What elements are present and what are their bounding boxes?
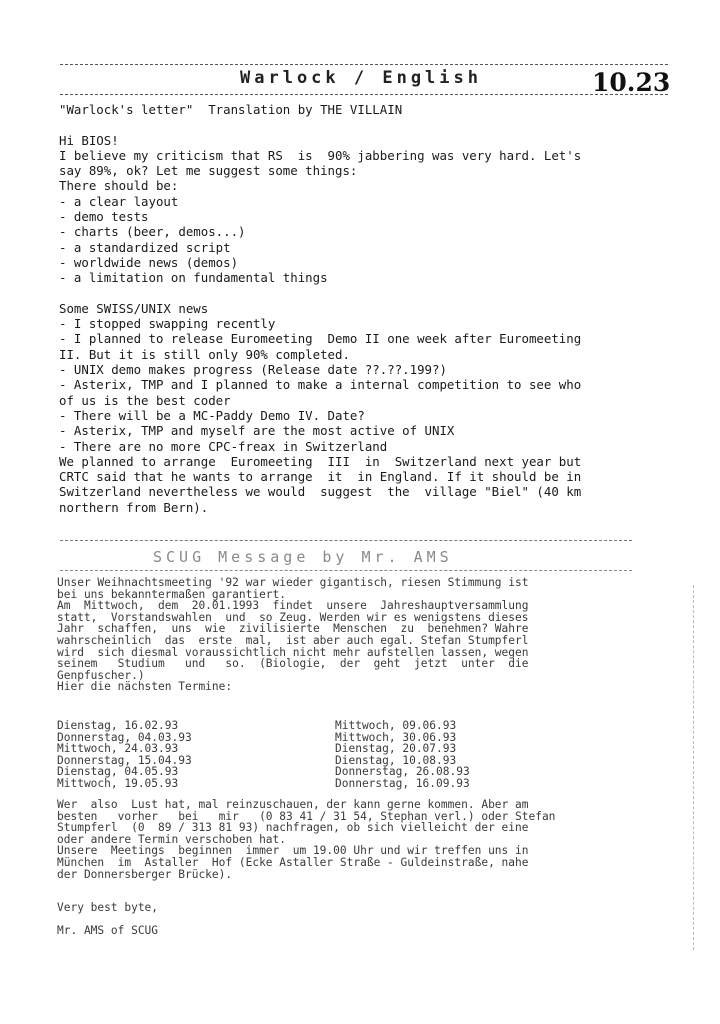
text-line: oder andere Termin verschoben hat. (57, 832, 287, 846)
text-line: - a clear layout (59, 193, 179, 209)
dates-left-column (57, 720, 192, 790)
text-line: - There are no more CPC-freax in Switzerland (59, 438, 388, 454)
scug-bottom-rule (60, 570, 632, 571)
text-line: - Asterix, TMP and I planned to make a internal competition to see who (59, 377, 582, 393)
text-line: - I planned to release Euromeeting Demo II one week after Euromeeting (59, 331, 582, 347)
date-entry: Donnerstag, 04.03.93 (57, 730, 192, 744)
text-line: statt, Vorstandswahlen und so Zeug. Werden wir es wenigstens dieses (57, 610, 529, 624)
text-line: - a limitation on fundamental things (59, 270, 328, 286)
date-entry: Mittwoch, 30.06.93 (335, 730, 457, 744)
section-title: Warlock / English (240, 68, 482, 88)
text-line: CRTC said that he wants to arrange it in England. If it should be in (59, 469, 582, 485)
date-entry: Donnerstag, 16.09.93 (335, 776, 470, 790)
scug-intro (57, 577, 528, 693)
date-entry: Dienstag, 16.02.93 (57, 719, 179, 732)
date-entry: Mittwoch, 09.06.93 (335, 719, 457, 732)
text-line (59, 117, 689, 132)
text-line: seinem Studium und so. (Biologie, der geht jetzt unter die (57, 657, 529, 671)
closing-line: Very best byte, (57, 901, 159, 914)
text-line: besten vorher bei mir (0 83 41 / 31 54, Stephan verl.) oder Stefan (57, 809, 556, 823)
text-line: - Asterix, TMP and myself are the most active of UNIX (59, 423, 455, 439)
date-entry: Dienstag, 04.05.93 (57, 765, 179, 779)
text-line: say 89%, ok? Let me suggest some things: (59, 163, 358, 179)
header-bottom-rule (60, 94, 668, 95)
date-entry: Dienstag, 10.08.93 (335, 753, 457, 767)
date-entry: Dienstag, 20.07.93 (335, 742, 457, 756)
text-line: der Donnersberger Brücke). (57, 867, 233, 881)
text-line: - UNIX demo makes progress (Release date ??.??.199?) (59, 362, 447, 378)
text-line: - charts (beer, demos...) (59, 224, 246, 240)
page-number: 10.23 (592, 68, 671, 97)
text-line: wahrscheinlich das erste mal, ist aber auch egal. Stefan Stumpferl (57, 633, 529, 647)
text-line (59, 286, 689, 301)
dates-right-column (335, 720, 470, 790)
text-line: We planned to arrange Euromeeting III in Switzerland next year but (59, 453, 582, 469)
text-line: Some SWISS/UNIX news (59, 300, 209, 316)
date-entry: Mittwoch, 24.03.93 (57, 742, 179, 756)
text-line: Unser Weihnachtsmeeting '92 war wieder gigantisch, riesen Stimmung ist (57, 576, 529, 589)
text-line: Stumpferl (0 89 / 313 81 93) nachfragen, ob sich vielleicht der eine (57, 821, 529, 835)
text-line: - I stopped swapping recently (59, 316, 276, 332)
text-line: northern from Bern). (59, 499, 209, 515)
scug-title: SCUG Message by Mr. AMS (153, 548, 453, 566)
text-line: - demo tests (59, 209, 149, 225)
page-edge-mark (693, 585, 694, 950)
text-line: bei uns bekanntermaßen garantiert. (57, 587, 287, 601)
text-line: Wer also Lust hat, mal reinzuschauen, der kann gerne kommen. Aber am (57, 798, 529, 811)
date-entry: Mittwoch, 19.05.93 (57, 776, 179, 790)
scug-outro (57, 799, 555, 880)
text-line: of us is the best coder (59, 392, 231, 408)
text-line: Genpfuscher.) (57, 668, 145, 682)
text-line: II. But it is still only 90% completed. (59, 346, 350, 362)
text-line: Unsere Meetings beginnen immer um 19.00 Uhr und wir treffen uns in (57, 844, 529, 858)
top-rule (60, 64, 668, 65)
text-line: - worldwide news (demos) (59, 254, 239, 270)
scug-top-rule (60, 540, 632, 541)
text-line: Hi BIOS! (59, 132, 119, 148)
text-line: "Warlock's letter" Translation by THE VILLAIN (59, 102, 403, 117)
signature: Mr. AMS of SCUG (57, 924, 159, 937)
text-line: wird sich diesmal voraussichtlich nicht mehr aufstellen lassen, wegen (57, 645, 529, 659)
text-line: München im Astaller Hof (Ecke Astaller Straße - Guldeinstraße, nahe (57, 855, 529, 869)
date-entry: Donnerstag, 15.04.93 (57, 753, 192, 767)
text-line: Jahr schaffen, uns wie zivilisierte Menschen zu benehmen? Wahre (57, 622, 529, 636)
text-line: Am Mittwoch, dem 20.01.1993 findet unsere Jahreshauptversammlung (57, 599, 529, 613)
text-line: Switzerland nevertheless we would suggest the village "Biel" (40 km (59, 484, 582, 500)
text-line: There should be: (59, 178, 179, 194)
warlock-letter (59, 102, 689, 515)
text-line: - a standardized script (59, 239, 231, 255)
text-line: - There will be a MC-Paddy Demo IV. Date? (59, 407, 365, 423)
text-line: I believe my criticism that RS is 90% jabbering was very hard. Let's (59, 147, 582, 163)
date-entry: Donnerstag, 26.08.93 (335, 765, 470, 779)
text-line: Hier die nächsten Termine: (57, 680, 233, 694)
